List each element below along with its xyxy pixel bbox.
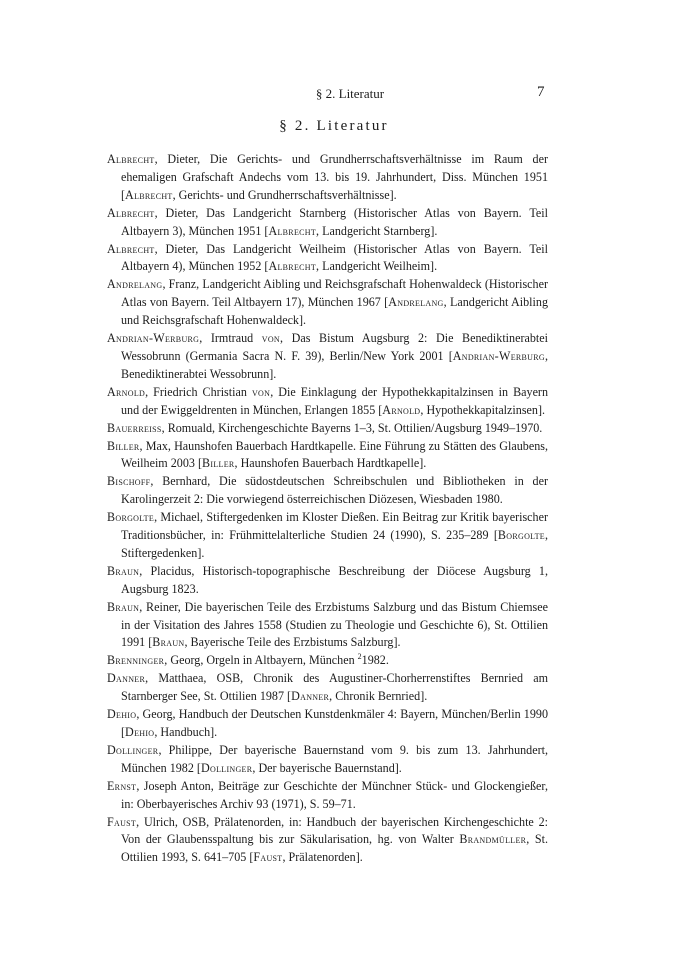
bibliography-entry	[107, 599, 548, 653]
entry-author: Danner	[107, 671, 146, 686]
entry-text: , Haunshofen Bauerbach Hardtkapelle].	[234, 456, 427, 471]
section-heading: § 2. Literatur	[279, 118, 389, 134]
entry-text: , Matthaea, OSB, Chronik des Augustiner-Chorherrenstiftes Bernried am Starnberger See, St. Ottilien 1987 [	[121, 671, 548, 704]
entry-text: , Philippe, Der bayerische Bauernstand vom 9. bis zum 13. Jahrhundert, München 1982 [	[121, 742, 548, 775]
entry-author: Albrecht	[107, 205, 155, 220]
entry-author: Andrelang	[107, 277, 163, 292]
bibliography-entry	[107, 509, 548, 563]
entry-text: , Landgericht Starnberg].	[316, 223, 438, 238]
entry-author: Dehio	[107, 707, 137, 722]
entry-text: , Der bayerische Bauernstand].	[252, 760, 402, 775]
entry-author: Ernst	[107, 778, 137, 793]
entry-text: , Stiftergedenken].	[121, 528, 548, 560]
entry-smallcaps: Albrecht	[268, 259, 317, 274]
bibliography-entry	[107, 742, 548, 778]
entry-text: , St. Ottilien 1993, S. 641–705 [	[121, 832, 548, 865]
entry-text: , Max, Haunshofen Bauerbach Hardtkapelle. Eine Führung zu Stätten des Glaubens, Weilheim 2003 [	[121, 438, 548, 471]
bibliography-entry	[107, 276, 548, 330]
entry-text: , Irmtraud	[199, 331, 262, 346]
entry-author: Biller	[107, 438, 140, 453]
entry-author: Bischoff	[107, 474, 151, 489]
entry-text: , Ulrich, OSB, Prälatenorden, in: Handbuch der bayerischen Kirchengeschichte 2: Von der Glaubensspaltung bis zur Säkularisation, hg. von Walter	[121, 814, 548, 847]
entry-smallcaps: von	[251, 384, 271, 399]
bibliography-entry	[107, 205, 548, 241]
bibliography-entry	[107, 438, 548, 474]
entry-author: Andrian-Werburg	[107, 331, 200, 346]
entry-author: Faust	[107, 814, 137, 829]
bibliography-entry	[107, 384, 548, 420]
page-number: 7	[537, 84, 545, 100]
entry-text: , Placidus, Historisch-topographische Beschreibung der Diöcese Augsburg 1, Augsburg 1823.	[121, 563, 548, 596]
entry-text: , Reiner, Die bayerischen Teile des Erzbistums Salzburg und das Bistum Chiemsee in der Visitation des Jahres 1558 (Studien zu Theologie und Geschichte 6), St. Ottilien 1991 [	[121, 599, 548, 650]
entry-author: Braun	[107, 563, 140, 578]
entry-author: Albrecht	[107, 152, 155, 166]
bibliography-entry	[107, 330, 548, 384]
edition-superscript: 2	[357, 652, 362, 662]
entry-text: , Franz, Landgericht Aibling und Reichsgrafschaft Hohenwaldeck (Historischer Atlas von Bayern. Teil Altbayern 17), München 1967 [	[121, 277, 548, 310]
entry-smallcaps: Dehio	[125, 725, 155, 739]
entry-author: Brenninger	[107, 653, 165, 668]
entry-smallcaps: Albrecht	[125, 187, 173, 202]
entry-text: 1982.	[361, 653, 389, 668]
entry-smallcaps: Dollinger	[200, 760, 253, 775]
entry-text: , Das Bistum Augsburg 2: Die Benediktinerabtei Wessobrunn (Germania Sacra N. F. 39), Berlin/New York 2001 [	[121, 331, 548, 363]
entry-text: , Chronik Bernried].	[329, 689, 428, 704]
entry-text: , Landgericht Weilheim].	[316, 259, 438, 274]
entry-smallcaps: Arnold	[382, 402, 421, 417]
bibliography-list	[107, 151, 548, 867]
entry-author: Dollinger	[107, 742, 159, 757]
entry-text: , Benediktinerabtei Wessobrunn].	[121, 348, 548, 381]
entry-text: , Gerichts- und Grundherrschaftsverhältnisse].	[172, 187, 397, 202]
entry-smallcaps: Biller	[201, 456, 235, 471]
entry-text: , Dieter, Die Gerichts- und Grundherrschaftsverhältnisse im Raum der ehemaligen Grafschaft Andechs vom 13. bis 19. Jahrhundert, Diss. München 1951 [	[121, 152, 548, 202]
entry-author: Bauerreiss	[107, 420, 162, 435]
entry-smallcaps: Brandmüller	[459, 832, 527, 847]
entry-smallcaps: Borgolte	[497, 528, 545, 543]
entry-smallcaps: Faust	[253, 850, 283, 865]
entry-text: , Die Einklagung der Hypothekkapitalzinsen in Bayern und der Ewiggeldrenten in München, Erlangen 1855 [	[121, 384, 549, 417]
entry-author: Braun	[107, 599, 140, 614]
entry-author: Borgolte	[107, 510, 155, 525]
bibliography-entry	[107, 652, 548, 670]
entry-text: , Prälatenorden].	[282, 850, 363, 865]
entry-text: , Bernhard, Die südostdeutschen Schreibschulen und Bibliotheken in der Karolingerzeit 2: Die vorwiegend österreichischen Diözesen, Wiesbaden 1980.	[121, 474, 548, 507]
entry-text: , Bayerische Teile des Erzbistums Salzburg].	[184, 635, 401, 650]
bibliography-entry	[107, 778, 548, 814]
running-head: § 2. Literatur	[315, 86, 385, 101]
bibliography-entry	[107, 814, 548, 868]
bibliography-entry	[107, 563, 548, 599]
entry-text: , Hypothekkapitalzinsen].	[420, 402, 545, 417]
entry-text: , Georg, Handbuch der Deutschen Kunstdenkmäler 4: Bayern, München/Berlin 1990 [	[121, 707, 548, 739]
entry-smallcaps: Albrecht	[268, 223, 317, 238]
entry-author: Arnold	[107, 384, 146, 399]
entry-author: Albrecht	[107, 241, 155, 256]
bibliography-entry	[107, 241, 548, 277]
bibliography-entry	[107, 706, 548, 742]
bibliography-entry	[107, 670, 548, 706]
entry-text: , Handbuch].	[154, 725, 218, 739]
bibliography-entry	[107, 420, 548, 438]
entry-text: , Friedrich Christian	[145, 384, 252, 399]
entry-text: , Dieter, Das Landgericht Starnberg (Historischer Atlas von Bayern. Teil Altbayern 3), München 1951 [	[121, 205, 548, 238]
entry-smallcaps: Andrian-Werburg	[452, 348, 545, 363]
entry-smallcaps: Braun	[152, 635, 185, 650]
bibliography-entry	[107, 473, 548, 509]
entry-smallcaps: von	[261, 331, 280, 346]
entry-text: , Romuald, Kirchengeschichte Bayerns 1–3, St. Ottilien/Augsburg 1949–1970.	[161, 420, 543, 435]
entry-text: , Landgericht Aibling und Reichsgrafschaft Hohenwaldeck].	[121, 295, 548, 328]
bibliography-entry	[107, 151, 548, 205]
entry-text: , Dieter, Das Landgericht Weilheim (Historischer Atlas von Bayern. Teil Altbayern 4), München 1952 [	[121, 241, 548, 274]
entry-smallcaps: Danner	[291, 689, 330, 704]
entry-text: , Joseph Anton, Beiträge zur Geschichte der Münchner Stück- und Glockengießer, in: Oberbayerisches Archiv 93 (1971), S. 59–71.	[121, 778, 548, 811]
entry-smallcaps: Andrelang	[388, 295, 444, 310]
entry-text: , Michael, Stiftergedenken im Kloster Dießen. Ein Beitrag zur Kritik bayerischer Traditionsbücher, in: Frühmittelalterliche Studien 24 (1990), S. 235–289 [	[121, 510, 548, 543]
entry-text: , Georg, Orgeln in Altbayern, München	[164, 653, 358, 668]
